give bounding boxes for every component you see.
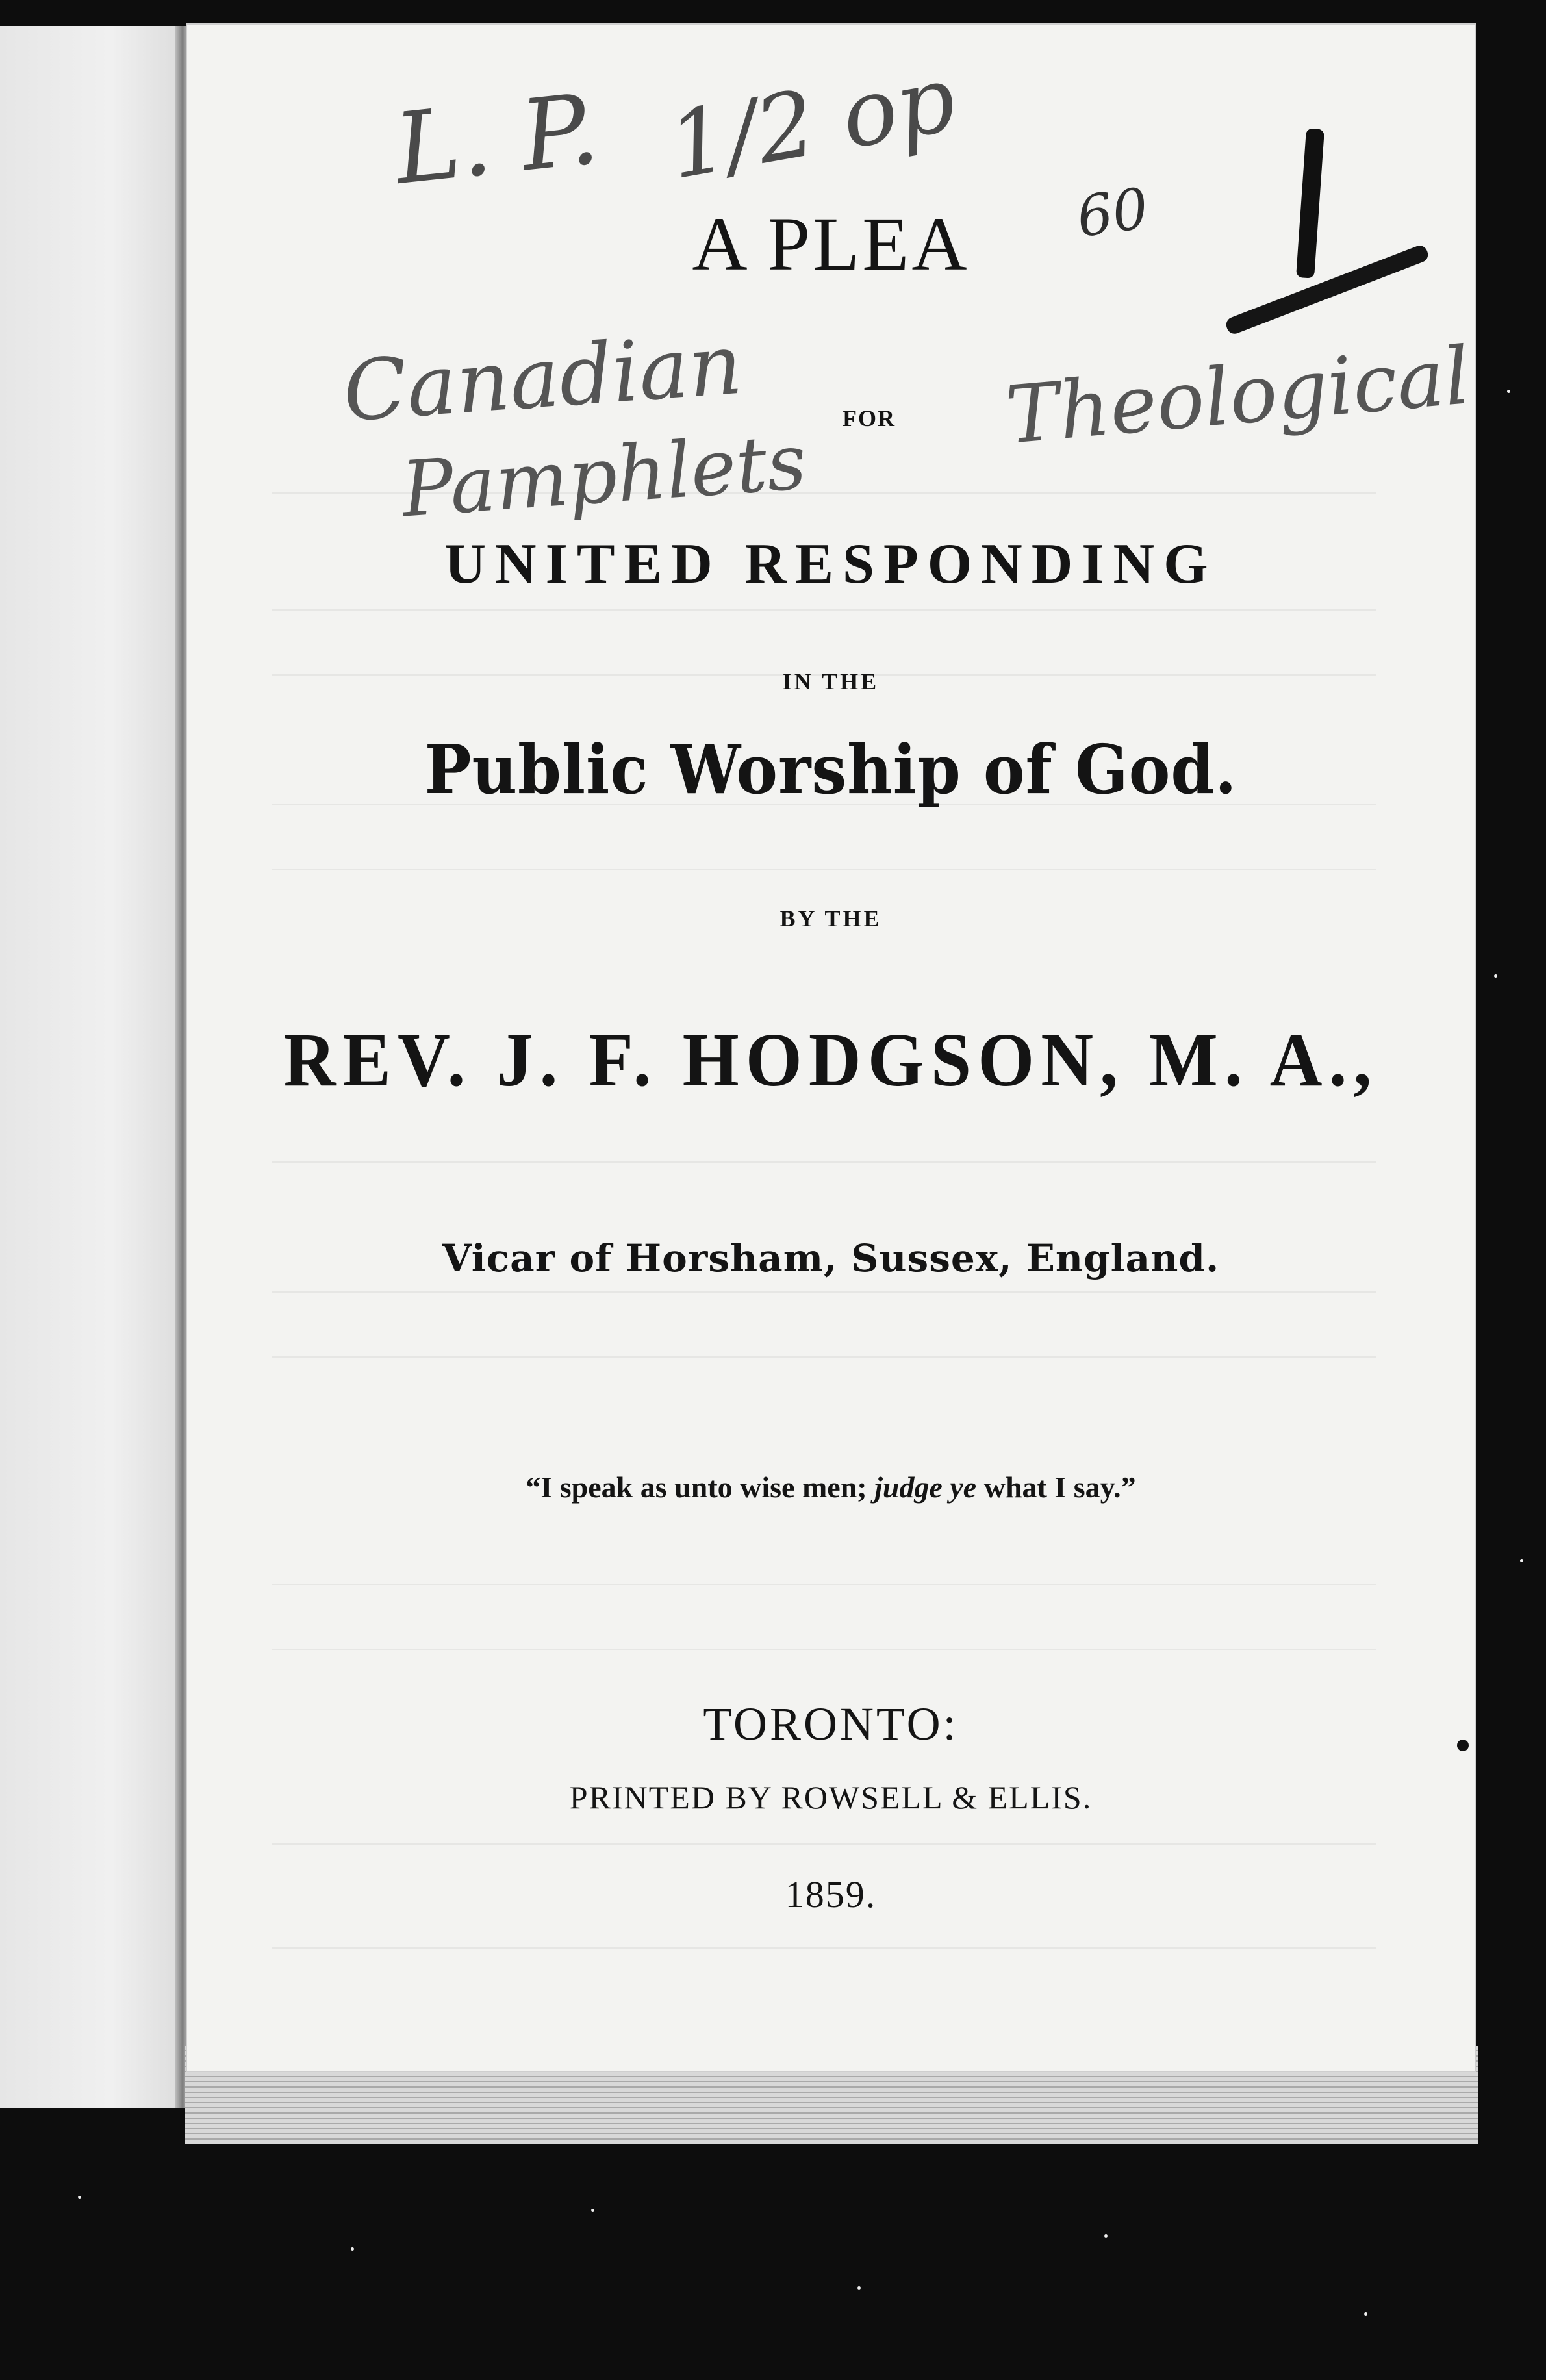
scan-speck [1104,2234,1108,2238]
facing-page-edge [0,26,185,2108]
epigraph-text-start: “I speak as unto wise men; [526,1471,875,1504]
ink-dot [1457,1740,1469,1751]
handwritten-note-60: 60 [1072,175,1152,251]
show-through-line [272,1947,1376,1949]
scan-speck [591,2209,594,2212]
show-through-line [272,1161,1376,1163]
title-line-main: A PLEA [692,201,970,286]
epigraph-text-end: what I say.” [976,1471,1136,1504]
scan-speck [1520,1559,1523,1562]
imprint-year: 1859. [785,1873,877,1916]
show-through-line [272,869,1376,870]
epigraph [187,1470,1475,1504]
scan-speck [1507,390,1510,393]
show-through-line [272,1584,1376,1585]
author-name: REV. J. F. HODGSON, M. A., [283,1017,1378,1103]
handwritten-note-lp: L. P. [389,73,604,207]
show-through-line [272,609,1376,611]
scan-speck [351,2247,354,2251]
imprint-place: TORONTO: [703,1698,959,1750]
handwritten-note-pamphlets: Pamphlets [398,416,809,535]
handwritten-note-theological: Theological [1002,329,1474,462]
handwritten-note-canadian: Canadian [340,316,746,441]
title-line-in-the: IN THE [782,668,880,694]
show-through-line [272,1649,1376,1650]
title-page [187,25,1475,2071]
handwritten-note-half-op: 1/2 op [661,45,963,201]
byline: BY THE [779,905,882,931]
show-through-line [272,1291,1376,1293]
scan-speck [857,2286,861,2290]
show-through-line [272,1843,1376,1845]
author-position: Vicar of Horsham, Sussex, England. [442,1236,1220,1280]
epigraph-text-italic: judge ye [874,1471,977,1504]
title-line-public-worship: Public Worship of God. [424,729,1237,809]
scan-speck [78,2196,81,2199]
scan-speck [1494,974,1497,978]
show-through-line [272,1356,1376,1358]
title-line-for: FOR [843,405,896,431]
imprint-printer: PRINTED BY ROWSELL & ELLIS. [569,1779,1093,1816]
scan-speck [1364,2312,1367,2316]
title-line-united-responding: UNITED RESPONDING [444,533,1217,596]
